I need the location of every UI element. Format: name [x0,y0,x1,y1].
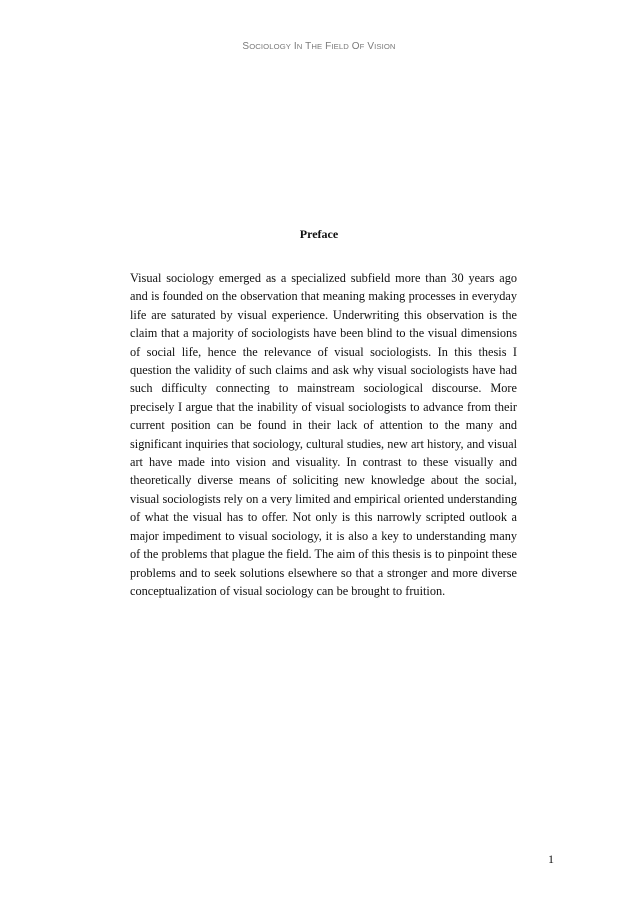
header-word: VISION [367,41,396,52]
header-word: OF [351,41,365,52]
running-header [0,41,638,52]
page-number: 1 [548,852,554,866]
header-word: FIELD [325,41,349,52]
header-word: THE [305,41,323,52]
body-paragraph: Visual sociology emerged as a specialized subfield more than 30 years ago and is founded on the observation that meaning making processes in everyday life are saturated by visual experience. Underwriting this observation is the claim that a majority of sociologists have been blind to the visual dimensions of social life, hence the relevance of visual sociologists. In this thesis I question the validity of such claims and ask why visual sociologists have had such difficulty connecting to mainstream sociological discourse. More precisely I argue that the inability of visual sociologists to advance from their current position can be found in their lack of attention to the many and significant inquiries that sociology, cultural studies, new art history, and visual art have made into vision and visuality. In contrast to these visually and theoretically diverse means of soliciting new knowledge about the social, visual sociologists rely on a very limited and empirical oriented understanding of what the visual has to offer. Not only is this narrowly scripted outlook a major impediment to visual sociology, it is also a key to understanding many of the problems that plague the field. The aim of this thesis is to pinpoint these problems and to seek solutions elsewhere so that a stronger and more diverse conceptualization of visual sociology can be brought to fruition. [130,271,517,598]
header-word: IN [293,41,303,52]
header-word: SOCIOLOGY [242,41,292,52]
section-heading: Preface [299,227,339,241]
